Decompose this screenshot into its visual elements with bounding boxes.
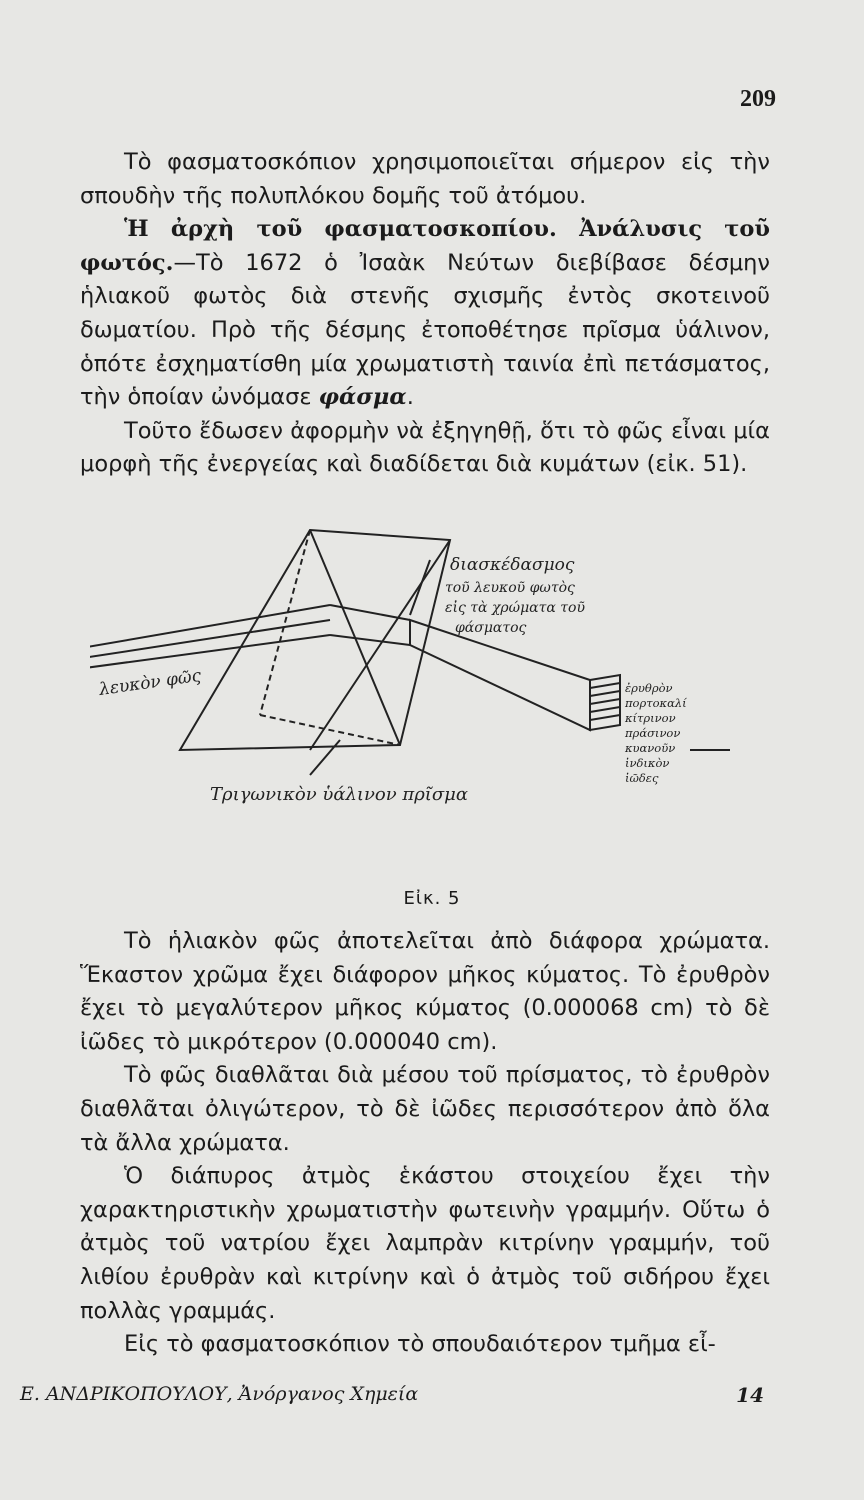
color-violet: ἰῶδες [625, 771, 659, 785]
color-indigo: ἰνδικὸν [625, 756, 670, 770]
text-bottom [80, 925, 770, 1362]
section-paragraph [80, 213, 770, 415]
page-number: 209 [740, 86, 776, 112]
paragraph-2: Τοῦτο ἔδωσεν ἀφορμὴν νὰ ἐξηγηθῇ, ὅτι τὸ φῶς εἶναι μία μορφὴ τῆς ἐνεργείας καὶ διαδίδεται διὰ κυμάτων (εἰκ. 51). [80, 417, 770, 478]
dispersion-label-line-1: διασκέδασμος [450, 555, 575, 575]
color-labels [624, 681, 687, 785]
paragraph-6: Εἰς τὸ φασματοσκόπιον τὸ σπουδαιότερον τμῆμα εἶ- [124, 1331, 716, 1358]
prism-label: Τριγωνικὸν ὑάλινον πρῖσμα [210, 784, 469, 805]
dispersion-label-line-4: φάσματος [455, 620, 527, 636]
paragraph-3: Τὸ ἡλιακὸν φῶς ἀποτελεῖται ἀπὸ διάφορα χρώματα. Ἕκαστον χρῶμα ἔχει διάφορον μῆκος κύματος. Τὸ ἐρυθρὸν ἔχει τὸ μεγαλύτερον μῆκος κύματος (0.000068 cm) τὸ δὲ ἰῶδες τὸ μικρότερον (0.000040 cm). [80, 928, 770, 1055]
footer-sheet-number: 14 [736, 1383, 764, 1407]
color-yellow: κίτρινον [625, 711, 676, 725]
light-beam [90, 605, 410, 670]
white-light-label: λευκὸν φῶς [97, 665, 203, 700]
dispersion-label [445, 555, 585, 636]
intro-paragraph: Τὸ φασματοσκόπιον χρησιμοποιεῖται σήμερον εἰς τὴν σπουδὴν τῆς πολυπλόκου δομῆς τοῦ ἀτόμου. [80, 149, 770, 209]
figure-caption: Εἰκ. 5 [403, 888, 461, 909]
color-blue: κυανοῦν [625, 741, 676, 755]
section-body: —Τὸ 1672 ὁ Ἰσαὰκ Νεύτων διεβίβασε δέσμην ἡλιακοῦ φωτὸς διὰ στενῆς σχισμῆς ἐντὸς σκοτεινοῦ δωματίου. Πρὸ τῆς δέσμης ἐτοποθέτησε πρῖσμα ὑάλινον, ὁπότε ἐσχηματίσθη μία χρωματιστὴ ταινία ἐπὶ πετάσματος, τὴν ὁποίαν ὠνόμασε [80, 249, 770, 411]
footer-author-title: Ε. ΑΝΔΡΙΚΟΠΟΥΛΟΥ, Ἀνόργανος Χημεία [20, 1383, 419, 1405]
term-spectrum: φάσμα [318, 384, 407, 411]
section-body-end: . [406, 384, 414, 411]
color-orange: πορτοκαλί [625, 696, 687, 710]
footer [20, 1383, 764, 1405]
section-heading: Ἡ ἀρχὴ τοῦ φασματοσκοπίου. Ἀνάλυσις τοῦ φωτός. [80, 216, 770, 276]
dispersion-label-line-3: εἰς τὰ χρώματα τοῦ [445, 600, 585, 616]
paragraph-4: Τὸ φῶς διαθλᾶται διὰ μέσου τοῦ πρίσματος, τὸ ἐρυθρὸν διαθλᾶται ὀλιγώτερον, τὸ δὲ ἰῶδες περισσότερον ἀπὸ ὅλα τὰ ἄλλα χρώματα. [80, 1062, 770, 1156]
color-red: ἐρυθρὸν [625, 681, 673, 695]
prism-diagram [90, 520, 790, 820]
color-green: πράσινον [625, 726, 681, 740]
paragraph-5: Ὁ διάπυρος ἀτμὸς ἑκάστου στοιχείου ἔχει τὴν χαρακτηριστικὴν χρωματιστὴν φωτεινὴν γραμμήν. Οὕτω ὁ ἀτμὸς τοῦ νατρίου ἔχει λαμπρὰν κιτρίνην γραμμήν, τοῦ λιθίου ἐρυθρὰν καὶ κιτρίνην καὶ ὁ ἀτμὸς τοῦ σιδήρου ἔχει πολλὰς γραμμάς. [80, 1163, 770, 1324]
text-top [80, 146, 770, 482]
dispersion-label-line-2: τοῦ λευκοῦ φωτὸς [445, 580, 575, 596]
